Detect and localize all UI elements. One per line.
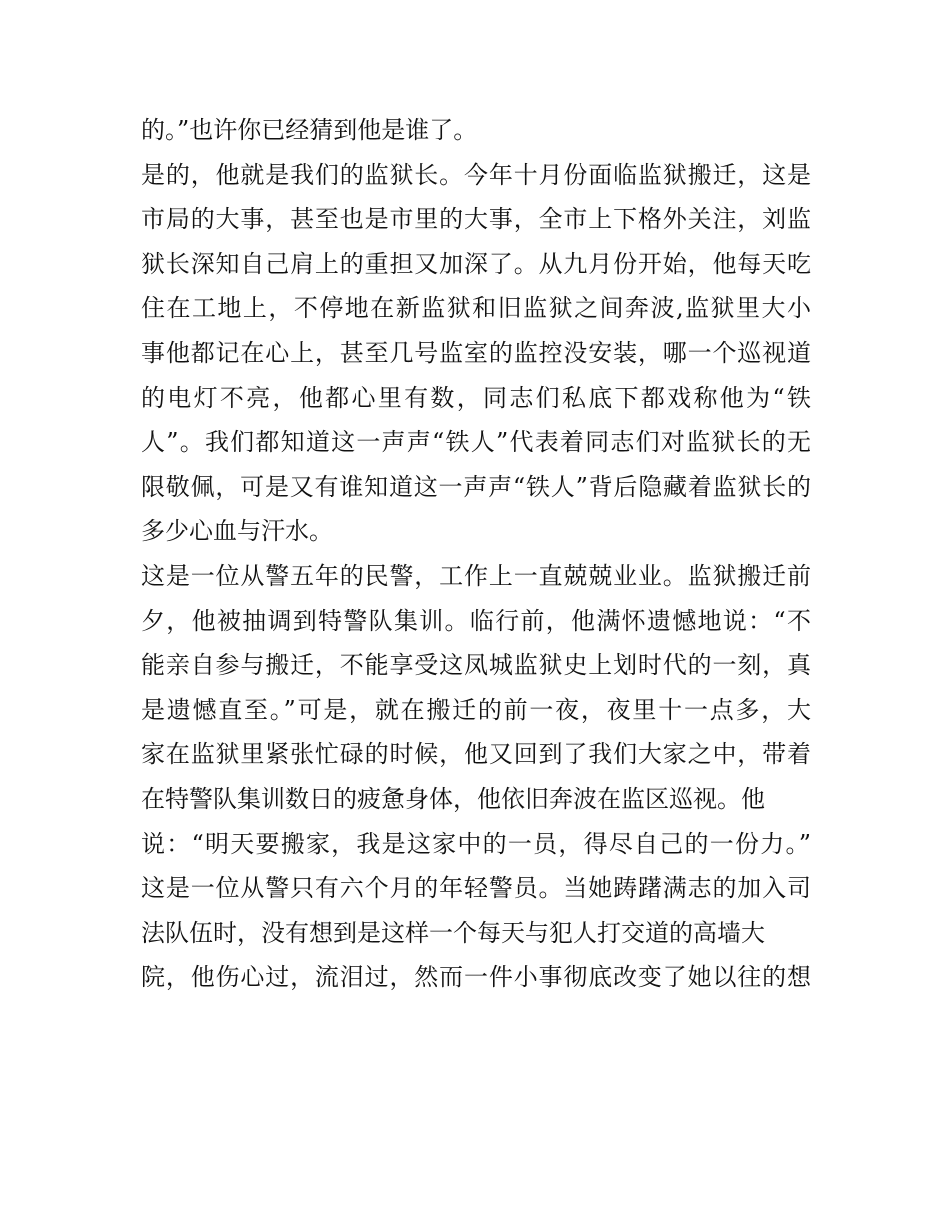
text-line: 的电灯不亮，他都心里有数，同志们私底下都戏称他为“铁 [141, 383, 811, 412]
text-line: 住在工地上，不停地在新监狱和旧监狱之间奔波,监狱里大小 [141, 294, 811, 323]
text-line: 这是一位从警五年的民警，工作上一直兢兢业业。监狱搬迁前 [141, 561, 811, 590]
text-line: 事他都记在心上，甚至几号监室的监控没安装，哪一个巡视道 [141, 338, 811, 367]
text-line: 能亲自参与搬迁，不能享受这凤城监狱史上划时代的一刻，真 [141, 651, 811, 680]
text-line: 多少心血与汗水。 [141, 517, 333, 546]
text-line: 法队伍时，没有想到是这样一个每天与犯人打交道的高墙大 [141, 918, 765, 947]
text-line: 的。”也许你已经猜到他是谁了。 [141, 116, 478, 144]
text-line: 人”。我们都知道这一声声“铁人”代表着同志们对监狱长的无 [141, 428, 811, 457]
text-line: 家在监狱里紧张忙碌的时候，他又回到了我们大家之中，带着 [141, 740, 811, 769]
text-line: 夕，他被抽调到特警队集训。临行前，他满怀遗憾地说：“不 [141, 606, 811, 635]
text-line: 说：“明天要搬家，我是这家中的一员，得尽自己的一份力。” [141, 829, 811, 858]
text-line: 限敬佩，可是又有谁知道这一声声“铁人”背后隐藏着监狱长的 [141, 472, 811, 501]
body-text [141, 108, 811, 1000]
text-line: 院，他伤心过，流泪过，然而一件小事彻底改变了她以往的想 [141, 963, 811, 992]
text-line: 是的，他就是我们的监狱长。今年十月份面临监狱搬迁，这是 [141, 160, 811, 189]
text-line: 市局的大事，甚至也是市里的大事，全市上下格外关注，刘监 [141, 205, 811, 234]
text-line: 狱长深知自己肩上的重担又加深了。从九月份开始，他每天吃 [141, 249, 811, 278]
text-line: 是遗憾直至。”可是，就在搬迁的前一夜，夜里十一点多，大 [141, 695, 811, 724]
text-line: 这是一位从警只有六个月的年轻警员。当她踌躇满志的加入司 [141, 874, 811, 903]
text-line: 在特警队集训数日的疲惫身体，他依旧奔波在监区巡视。他 [141, 784, 765, 813]
